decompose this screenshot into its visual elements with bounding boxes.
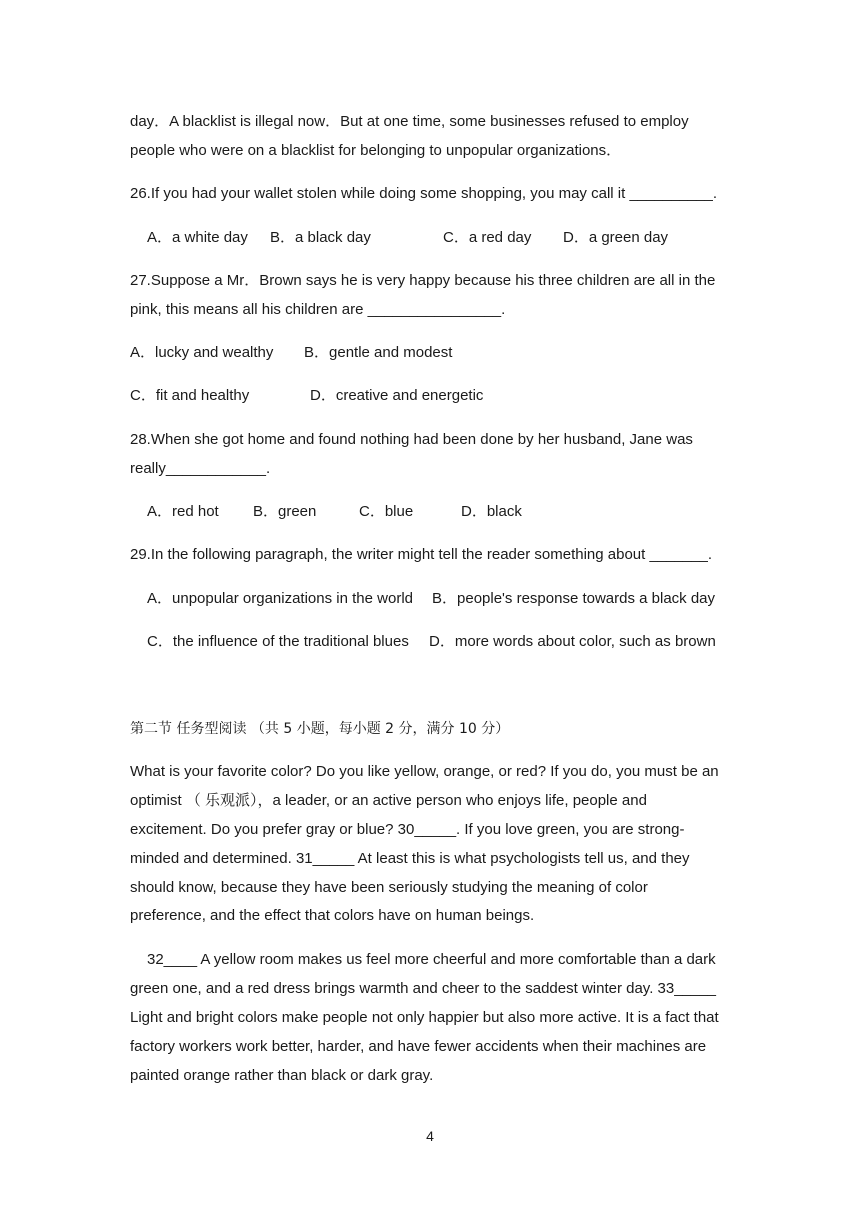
question-27-stem-line-2: pink, this means all his children are ________________. [130, 301, 506, 318]
para1-line-6: preference, and the effect that colors have on human beings. [130, 907, 535, 924]
para2-line-5: painted orange rather than black or dark gray. [130, 1067, 434, 1084]
q28-option-c: C．blue [359, 503, 414, 520]
page-number: 4 [426, 1128, 434, 1144]
intro-line-1: day．A blacklist is illegal now．But at one time, some businesses refused to employ [130, 113, 689, 130]
para1-line-1: What is your favorite color? Do you like yellow, orange, or red? If you do, you must be an [130, 763, 719, 780]
question-29-stem: 29.In the following paragraph, the writer might tell the reader something about _______. [130, 546, 713, 563]
para2-line-4: factory workers work better, harder, and have fewer accidents when their machines are [130, 1038, 707, 1055]
q26-option-c: C．a red day [443, 229, 532, 246]
q27-option-b: B．gentle and modest [304, 344, 453, 361]
intro-line-2: people who were on a blacklist for belonging to unpopular organizations． [130, 142, 622, 159]
q29-option-d: D．more words about color, such as brown [429, 633, 716, 650]
q27-option-c: C．fit and healthy [130, 387, 250, 404]
q29-option-b: B．people's response towards a black day [432, 590, 716, 607]
para1-line-4: minded and determined. 31_____ At least this is what psychologists tell us, and they [130, 850, 690, 867]
para1-line-3: excitement. Do you prefer gray or blue? 30_____. If you love green, you are strong- [130, 821, 685, 838]
q26-option-a: A．a white day [147, 229, 248, 246]
question-26-stem: 26.If you had your wallet stolen while doing some shopping, you may call it __________. [130, 185, 718, 202]
q27-option-a: A．lucky and wealthy [130, 344, 274, 361]
q26-option-b: B．a black day [270, 229, 371, 246]
q28-option-b: B．green [253, 503, 317, 520]
q28-option-d: D．black [461, 503, 522, 520]
para1-line-5: should know, because they have been seriously studying the meaning of color [130, 879, 648, 896]
question-28-stem-line-2: really____________. [130, 460, 271, 477]
question-28-stem-line-1: 28.When she got home and found nothing had been done by her husband, Jane was [130, 431, 693, 448]
q29-option-a: A．unpopular organizations in the world [147, 590, 413, 607]
section-2-heading: 第二节 任务型阅读 （共 5 小题，每小题 2 分，满分 10 分） [130, 721, 510, 737]
para2-line-3: Light and bright colors make people not only happier but also more active. It is a fact that [130, 1009, 719, 1026]
q28-option-a: A．red hot [147, 503, 219, 520]
q29-option-c: C．the influence of the traditional blues [147, 633, 409, 650]
q27-option-d: D．creative and energetic [310, 387, 484, 404]
question-27-stem-line-1: 27.Suppose a Mr．Brown says he is very happy because his three children are all in the [130, 272, 716, 289]
para2-line-2: green one, and a red dress brings warmth and cheer to the saddest winter day. 33_____ [130, 980, 716, 997]
para1-line-2: optimist （ 乐观派），a leader, or an active person who enjoys life, people and [130, 792, 647, 809]
q26-option-d: D．a green day [563, 229, 669, 246]
para2-line-1: 32____ A yellow room makes us feel more cheerful and more comfortable than a dark [147, 951, 716, 968]
